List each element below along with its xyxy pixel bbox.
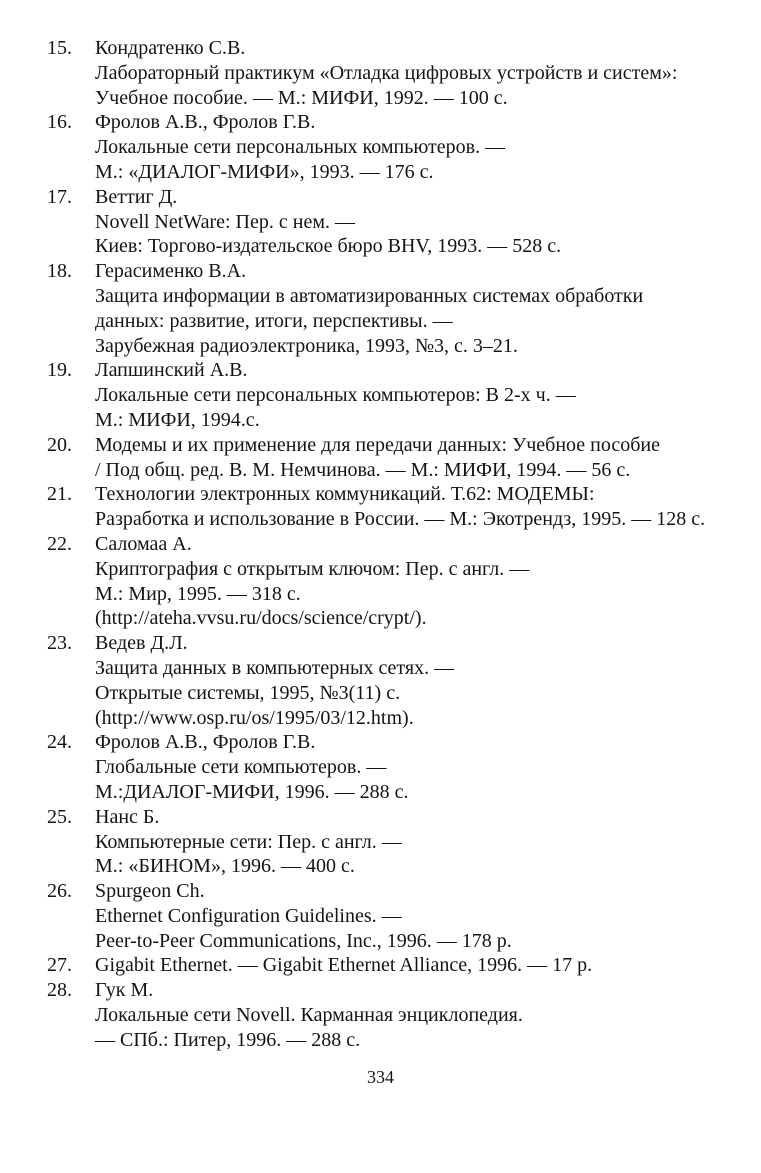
reference-line: М.: «БИНОМ», 1996. — 400 с. (95, 855, 355, 878)
reference-line: Локальные сети персональных компьютеров. — (95, 136, 506, 159)
reference-number: 17. (47, 185, 72, 208)
reference-line: Разработка и использование в России. — М.: Экотрендз, 1995. — 128 с. (95, 508, 706, 531)
reference-line: Ведев Д.Л. (95, 632, 188, 655)
reference-number: 24. (47, 731, 72, 754)
reference-body (95, 730, 743, 804)
reference-body (95, 110, 743, 184)
reference-item (47, 110, 743, 184)
reference-line: (http://www.osp.ru/os/1995/03/12.htm). (95, 706, 414, 729)
reference-body (95, 482, 743, 532)
reference-line: М.:ДИАЛОГ-МИФИ, 1996. — 288 с. (95, 780, 409, 803)
reference-line: Гук М. (95, 979, 154, 1002)
reference-item (47, 532, 743, 631)
reference-line: Нанс Б. (95, 805, 160, 828)
reference-body (95, 358, 743, 432)
reference-list (47, 36, 743, 1053)
reference-number: 23. (47, 632, 72, 655)
page-number: 334 (367, 1067, 394, 1087)
reference-number: 27. (47, 954, 72, 977)
reference-line: Peer-to-Peer Communications, Inc., 1996. — 178 p. (95, 929, 512, 952)
reference-item (47, 185, 743, 259)
reference-line: Открытые системы, 1995, №3(11) с. (95, 681, 401, 704)
reference-body (95, 532, 743, 631)
reference-line: Фролов А.В., Фролов Г.В. (95, 111, 316, 134)
reference-item (47, 953, 743, 978)
reference-line: Spurgeon Ch. (95, 880, 205, 903)
reference-line: данных: развитие, итоги, перспективы. — (95, 309, 453, 332)
reference-number: 20. (47, 433, 72, 456)
reference-line: Лабораторный практикум «Отладка цифровых устройств и систем»: (95, 61, 678, 84)
reference-item (47, 482, 743, 532)
reference-line: Фролов А.В., Фролов Г.В. (95, 731, 316, 754)
reference-line: Модемы и их применение для передачи данных: Учебное пособие (95, 433, 661, 456)
reference-line: Защита информации в автоматизированных системах обработки (95, 284, 644, 307)
reference-body (95, 259, 743, 358)
reference-body (95, 805, 743, 879)
reference-item (47, 36, 743, 110)
reference-line: Учебное пособие. — М.: МИФИ, 1992. — 100 с. (95, 86, 508, 109)
reference-line: Зарубежная радиоэлектроника, 1993, №3, с. 3–21. (95, 334, 518, 357)
reference-line: Novell NetWare: Пер. с нем. — (95, 210, 355, 233)
reference-line: М.: Мир, 1995. — 318 с. (95, 582, 301, 605)
reference-line: Герасименко В.А. (95, 260, 247, 283)
reference-body (95, 36, 743, 110)
reference-line: Технологии электронных коммуникаций. Т.62: МОДЕМЫ: (95, 483, 595, 506)
reference-body (95, 879, 743, 953)
reference-line: Компьютерные сети: Пер. с англ. — (95, 830, 402, 853)
reference-line: Локальные сети персональных компьютеров: В 2-х ч. — (95, 384, 576, 407)
reference-number: 15. (47, 37, 72, 59)
reference-line: Gigabit Ethernet. — Gigabit Ethernet Alliance, 1996. — 17 p. (95, 954, 593, 977)
reference-line: Саломаа А. (95, 532, 192, 555)
reference-line: Локальные сети Novell. Карманная энциклопедия. (95, 1004, 523, 1027)
reference-line: М.: МИФИ, 1994.с. (95, 408, 260, 431)
reference-line: — СПб.: Питер, 1996. — 288 с. (95, 1028, 361, 1051)
reference-line: Веттиг Д. (95, 185, 178, 208)
reference-body (95, 433, 743, 483)
reference-number: 25. (47, 805, 72, 828)
reference-body (95, 631, 743, 730)
reference-number: 21. (47, 483, 72, 506)
reference-item (47, 978, 743, 1052)
reference-line: Глобальные сети компьютеров. — (95, 756, 387, 779)
reference-line: Ethernet Configuration Guidelines. — (95, 904, 402, 927)
reference-line: (http://ateha.vvsu.ru/docs/science/crypt/). (95, 607, 427, 630)
reference-line: Защита данных в компьютерных сетях. — (95, 656, 455, 679)
reference-item (47, 259, 743, 358)
reference-item (47, 879, 743, 953)
reference-number: 22. (47, 532, 72, 555)
reference-body (95, 953, 743, 978)
reference-number: 19. (47, 359, 72, 382)
reference-item (47, 631, 743, 730)
reference-body (95, 185, 743, 259)
reference-line: / Под общ. ред. В. М. Немчинова. — М.: МИФИ, 1994. — 56 с. (95, 458, 631, 481)
reference-number: 26. (47, 880, 72, 903)
reference-item (47, 433, 743, 483)
reference-number: 16. (47, 111, 72, 134)
reference-line: Лапшинский А.В. (95, 359, 248, 382)
reference-item (47, 805, 743, 879)
reference-item (47, 730, 743, 804)
reference-line: Киев: Торгово-издательское бюро BHV, 1993. — 528 с. (95, 235, 562, 258)
reference-line: Криптография с открытым ключом: Пер. с англ. — (95, 557, 530, 580)
reference-number: 18. (47, 260, 72, 283)
reference-body (95, 978, 743, 1052)
reference-number: 28. (47, 979, 72, 1002)
reference-item (47, 358, 743, 432)
reference-line: Кондратенко С.В. (95, 37, 246, 59)
reference-line: М.: «ДИАЛОГ-МИФИ», 1993. — 176 с. (95, 160, 434, 183)
